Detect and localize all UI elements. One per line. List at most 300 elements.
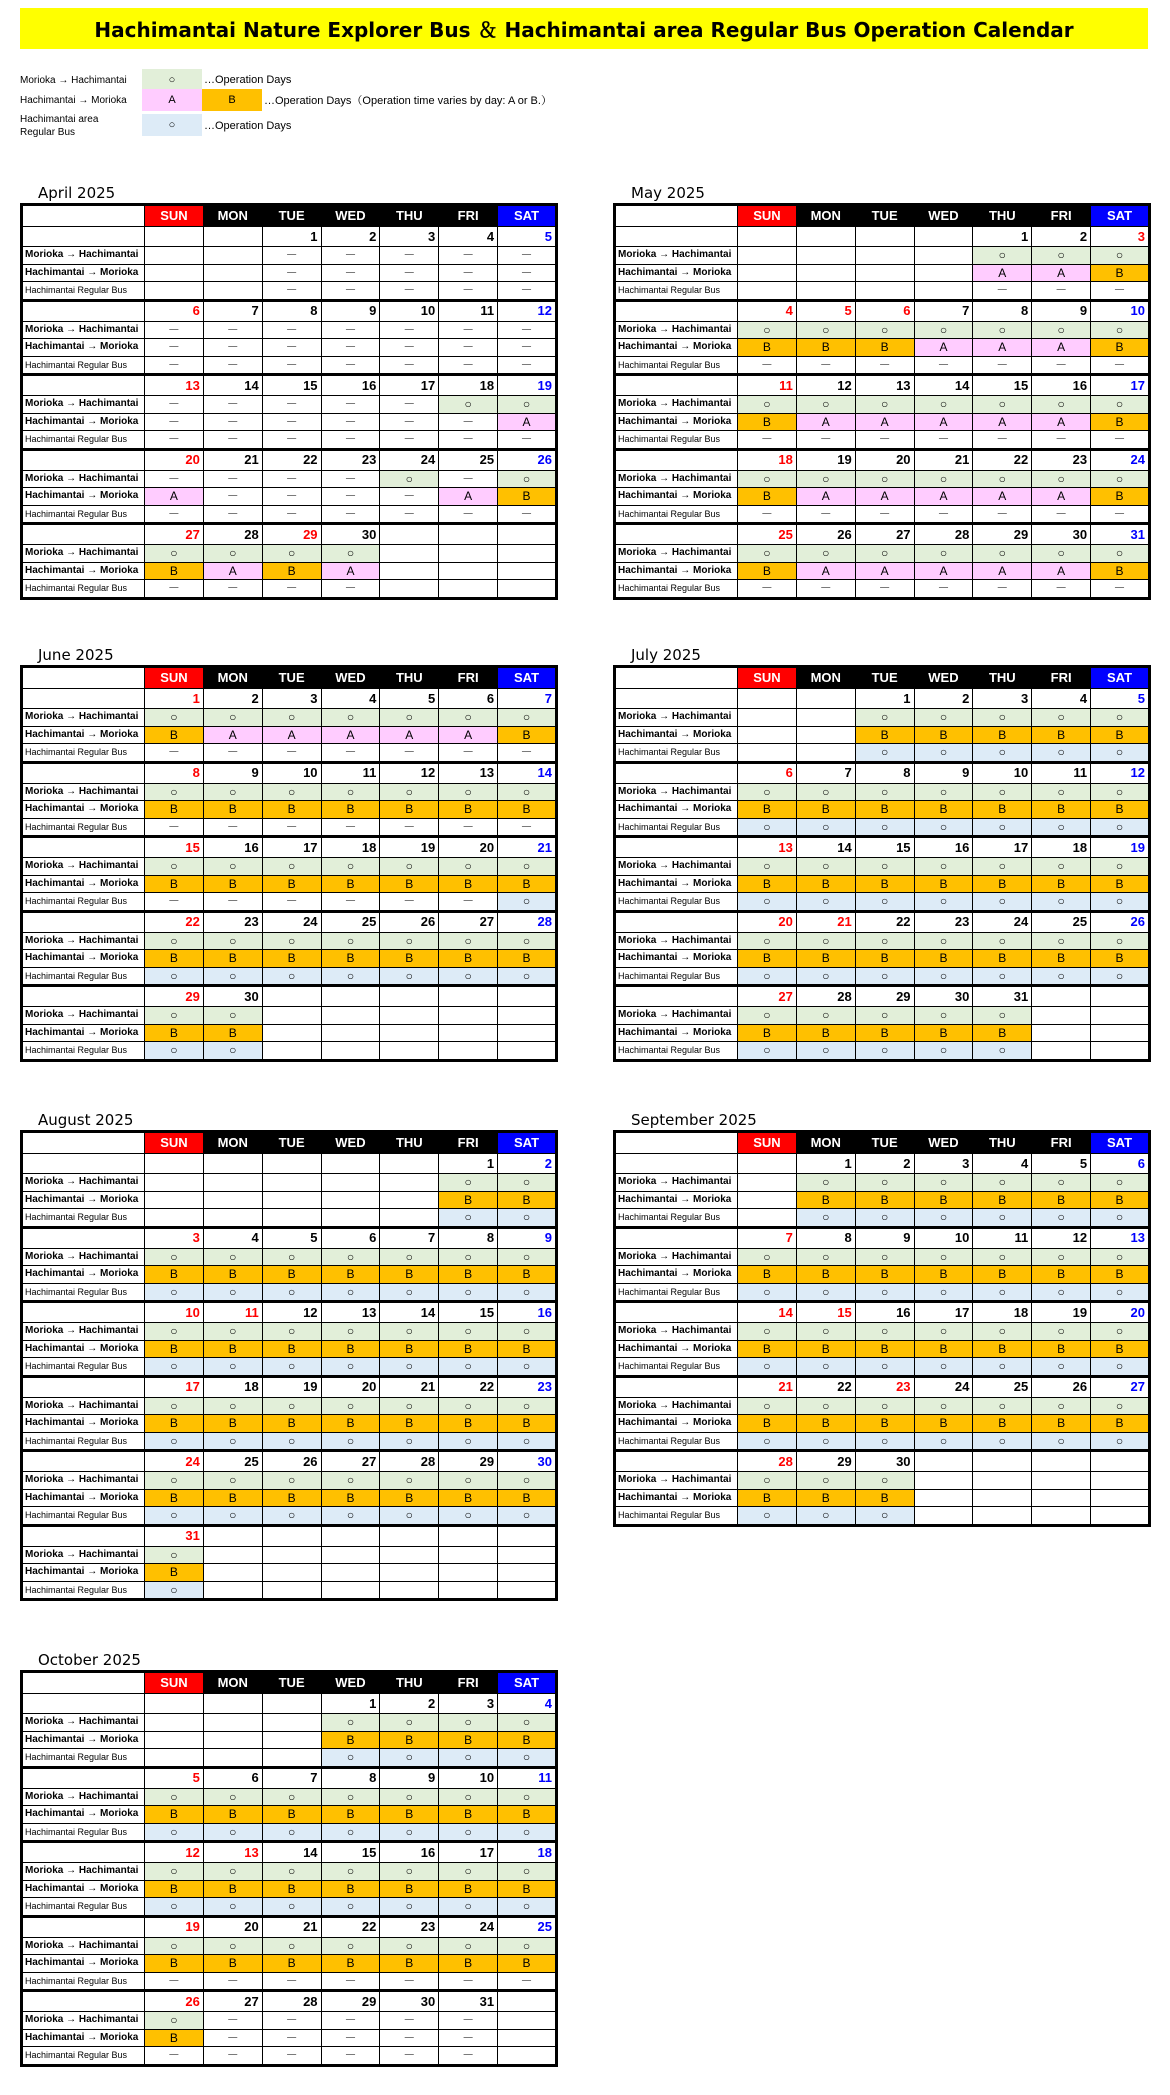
service-cell: [796, 264, 855, 282]
route-label: Morioka → Hachimantai: [22, 1323, 145, 1341]
service-cell: B: [262, 1955, 321, 1973]
date-cell: [1032, 986, 1091, 1007]
month-calendar: [20, 1651, 558, 2095]
service-cell: －: [262, 282, 321, 301]
date-cell: 2: [321, 227, 380, 247]
date-cell: 25: [973, 1376, 1032, 1397]
route-label: Hachimantai → Morioka: [615, 1340, 738, 1358]
service-cell: B: [855, 1340, 914, 1358]
service-cell: ○: [1032, 1397, 1091, 1415]
service-cell: ○: [973, 893, 1032, 912]
service-cell: ○: [262, 932, 321, 950]
service-cell: ○: [498, 470, 557, 488]
month-calendar: [613, 646, 1151, 1090]
service-cell: [738, 726, 797, 744]
service-cell: [498, 1007, 557, 1025]
service-cell: [203, 1191, 262, 1209]
date-cell: 5: [1091, 689, 1150, 709]
service-cell: ○: [796, 967, 855, 986]
route-label: Morioka → Hachimantai: [615, 1007, 738, 1025]
service-cell: ○: [914, 396, 973, 414]
route-label: Morioka → Hachimantai: [615, 932, 738, 950]
service-cell: ○: [262, 1507, 321, 1526]
date-cell: 5: [1032, 1154, 1091, 1174]
service-cell: B: [498, 1731, 557, 1749]
date-row-label: [22, 449, 145, 470]
service-cell: －: [498, 744, 557, 763]
route-label: Hachimantai → Morioka: [22, 726, 145, 744]
service-cell: [738, 709, 797, 727]
service-cell: A: [1032, 562, 1091, 580]
service-cell: ○: [1032, 1283, 1091, 1302]
service-cell: ○: [855, 858, 914, 876]
service-cell: A: [1032, 339, 1091, 357]
service-cell: ○: [203, 1042, 262, 1061]
service-cell: ○: [796, 783, 855, 801]
service-cell: B: [738, 1024, 797, 1042]
service-cell: ○: [738, 967, 797, 986]
service-cell: ○: [203, 545, 262, 563]
service-cell: ○: [855, 1323, 914, 1341]
route-label: Hachimantai → Morioka: [22, 1880, 145, 1898]
date-cell: 16: [203, 837, 262, 858]
weekday-header: TUE: [262, 1132, 321, 1154]
service-cell: ○: [380, 1714, 439, 1732]
service-cell: B: [262, 1266, 321, 1284]
service-cell: A: [145, 488, 204, 506]
route-label: Hachimantai → Morioka: [615, 1024, 738, 1042]
header-blank: [22, 1672, 145, 1694]
service-cell: [145, 264, 204, 282]
date-cell: 20: [738, 911, 797, 932]
service-cell: B: [855, 1191, 914, 1209]
weekday-header: SUN: [738, 667, 797, 689]
service-cell: ○: [380, 1472, 439, 1490]
service-cell: ○: [1032, 893, 1091, 912]
service-cell: －: [498, 282, 557, 301]
date-cell: 19: [796, 449, 855, 470]
service-cell: －: [439, 431, 498, 450]
service-cell: ○: [145, 1507, 204, 1526]
date-cell: 22: [145, 911, 204, 932]
route-label: Hachimantai → Morioka: [22, 562, 145, 580]
service-cell: B: [973, 1266, 1032, 1284]
date-cell: 3: [914, 1154, 973, 1174]
service-cell: B: [380, 950, 439, 968]
service-cell: ○: [855, 709, 914, 727]
service-cell: －: [321, 264, 380, 282]
service-cell: ○: [914, 893, 973, 912]
service-cell: ○: [855, 545, 914, 563]
service-cell: [439, 1546, 498, 1564]
date-row-label: [22, 375, 145, 396]
date-cell: 7: [738, 1227, 797, 1248]
service-cell: ○: [1091, 818, 1150, 837]
date-row-label: [22, 1302, 145, 1323]
date-cell: 13: [203, 1842, 262, 1863]
service-cell: B: [855, 726, 914, 744]
service-cell: ○: [738, 321, 797, 339]
date-cell: 23: [498, 1376, 557, 1397]
service-cell: ○: [321, 783, 380, 801]
service-cell: ○: [738, 1432, 797, 1451]
service-cell: －: [1091, 580, 1150, 599]
service-cell: ○: [738, 1507, 797, 1526]
weekday-header: SUN: [145, 205, 204, 227]
service-cell: [380, 1564, 439, 1582]
service-cell: ○: [855, 1507, 914, 1526]
date-cell: 1: [145, 689, 204, 709]
date-cell: 18: [203, 1376, 262, 1397]
service-cell: A: [1032, 488, 1091, 506]
service-cell: －: [973, 282, 1032, 301]
route-label: Hachimantai Regular Bus: [22, 818, 145, 837]
route-label: Hachimantai → Morioka: [22, 875, 145, 893]
service-cell: －: [145, 470, 204, 488]
date-cell: [145, 227, 204, 247]
route-label: Morioka → Hachimantai: [615, 858, 738, 876]
legend-text: …Operation Days: [204, 74, 292, 86]
date-cell: 10: [380, 300, 439, 321]
service-cell: ○: [914, 1432, 973, 1451]
route-label: Hachimantai Regular Bus: [22, 1209, 145, 1228]
date-cell: 22: [262, 449, 321, 470]
date-cell: 5: [796, 300, 855, 321]
weekday-header: SAT: [498, 205, 557, 227]
service-cell: ○: [262, 1397, 321, 1415]
service-cell: ○: [262, 545, 321, 563]
date-cell: 15: [855, 837, 914, 858]
date-cell: 11: [738, 375, 797, 396]
service-cell: －: [145, 396, 204, 414]
service-cell: [203, 264, 262, 282]
service-cell: B: [145, 1415, 204, 1433]
date-cell: 12: [1032, 1227, 1091, 1248]
date-cell: [203, 1694, 262, 1714]
date-cell: 4: [738, 300, 797, 321]
service-cell: [321, 1581, 380, 1600]
service-cell: ○: [498, 709, 557, 727]
date-cell: 31: [973, 986, 1032, 1007]
service-cell: ○: [498, 858, 557, 876]
service-cell: ○: [1032, 1323, 1091, 1341]
date-cell: 18: [1032, 837, 1091, 858]
date-cell: 27: [855, 524, 914, 545]
date-cell: 8: [262, 300, 321, 321]
service-cell: B: [262, 1806, 321, 1824]
service-cell: ○: [738, 1397, 797, 1415]
date-row-label: [615, 375, 738, 396]
service-cell: －: [321, 2047, 380, 2066]
weekday-header: WED: [914, 1132, 973, 1154]
service-cell: B: [498, 1191, 557, 1209]
route-label: Morioka → Hachimantai: [22, 932, 145, 950]
date-cell: 3: [973, 689, 1032, 709]
service-cell: ○: [914, 932, 973, 950]
date-cell: 19: [380, 837, 439, 858]
route-label: Morioka → Hachimantai: [615, 396, 738, 414]
date-cell: 14: [380, 1302, 439, 1323]
date-row-label: [22, 837, 145, 858]
service-cell: －: [1091, 505, 1150, 524]
date-cell: 21: [914, 449, 973, 470]
date-cell: 27: [439, 911, 498, 932]
date-cell: [380, 986, 439, 1007]
route-label: Hachimantai Regular Bus: [22, 1507, 145, 1526]
service-cell: ○: [262, 709, 321, 727]
service-cell: B: [855, 875, 914, 893]
date-cell: 8: [321, 1767, 380, 1788]
service-cell: ○: [914, 470, 973, 488]
service-cell: ○: [796, 1248, 855, 1266]
service-cell: A: [796, 562, 855, 580]
service-cell: [380, 562, 439, 580]
date-cell: 15: [439, 1302, 498, 1323]
service-cell: B: [203, 1489, 262, 1507]
service-cell: [796, 247, 855, 265]
service-cell: ○: [796, 1209, 855, 1228]
weekday-header: SAT: [498, 1132, 557, 1154]
service-cell: [796, 726, 855, 744]
service-cell: [145, 1749, 204, 1768]
service-cell: [1032, 1507, 1091, 1526]
route-label: Hachimantai → Morioka: [22, 950, 145, 968]
service-cell: A: [914, 488, 973, 506]
date-cell: [380, 1154, 439, 1174]
service-cell: ○: [855, 1472, 914, 1490]
service-cell: ○: [262, 1432, 321, 1451]
service-cell: ○: [796, 470, 855, 488]
service-cell: ○: [1032, 1358, 1091, 1377]
date-cell: 22: [855, 911, 914, 932]
month-table: [20, 203, 558, 600]
weekday-header: THU: [973, 667, 1032, 689]
service-cell: －: [439, 1972, 498, 1991]
service-cell: B: [914, 1191, 973, 1209]
service-cell: B: [439, 1340, 498, 1358]
service-cell: ○: [738, 1323, 797, 1341]
service-cell: [498, 580, 557, 599]
month-title: September 2025: [631, 1111, 757, 1129]
service-cell: ○: [439, 783, 498, 801]
service-cell: －: [973, 505, 1032, 524]
service-cell: B: [203, 950, 262, 968]
service-cell: －: [262, 744, 321, 763]
date-cell: 22: [973, 449, 1032, 470]
service-cell: [262, 1564, 321, 1582]
service-cell: ○: [1091, 1248, 1150, 1266]
service-cell: ○: [498, 1248, 557, 1266]
service-cell: ○: [145, 1788, 204, 1806]
service-cell: ○: [145, 1248, 204, 1266]
date-cell: 13: [321, 1302, 380, 1323]
date-cell: 4: [973, 1154, 1032, 1174]
service-cell: B: [973, 801, 1032, 819]
service-cell: －: [439, 247, 498, 265]
service-cell: [321, 1174, 380, 1192]
service-cell: ○: [1091, 967, 1150, 986]
service-cell: B: [203, 875, 262, 893]
service-cell: [1032, 1024, 1091, 1042]
service-cell: －: [262, 488, 321, 506]
weekday-header: FRI: [1032, 667, 1091, 689]
route-label: Hachimantai → Morioka: [615, 1266, 738, 1284]
service-cell: ○: [738, 932, 797, 950]
date-cell: 9: [914, 762, 973, 783]
service-cell: －: [145, 893, 204, 912]
service-cell: ○: [973, 1007, 1032, 1025]
date-row-label: [22, 1376, 145, 1397]
service-cell: A: [973, 562, 1032, 580]
weekday-header: WED: [914, 205, 973, 227]
service-cell: ○: [855, 818, 914, 837]
weekday-header: TUE: [855, 667, 914, 689]
date-cell: 22: [439, 1376, 498, 1397]
service-cell: [1032, 1472, 1091, 1490]
header-blank: [615, 667, 738, 689]
service-cell: －: [203, 1972, 262, 1991]
service-cell: －: [498, 1972, 557, 1991]
service-cell: A: [1032, 264, 1091, 282]
date-cell: 26: [796, 524, 855, 545]
service-cell: [1032, 1007, 1091, 1025]
route-label: Hachimantai → Morioka: [615, 1489, 738, 1507]
service-cell: －: [262, 580, 321, 599]
route-label: Hachimantai → Morioka: [22, 1024, 145, 1042]
service-cell: ○: [1032, 744, 1091, 763]
page-title: Hachimantai Nature Explorer Bus ＆ Hachimantai area Regular Bus Operation Calendar: [20, 8, 1148, 49]
service-cell: －: [914, 505, 973, 524]
date-cell: 10: [1091, 300, 1150, 321]
service-cell: [498, 2047, 557, 2066]
date-cell: 28: [738, 1451, 797, 1472]
legend-swatch-green: ○: [142, 69, 202, 91]
date-row-label: [22, 1916, 145, 1937]
service-cell: －: [380, 505, 439, 524]
service-cell: [439, 580, 498, 599]
date-cell: 27: [203, 1991, 262, 2012]
date-cell: 28: [796, 986, 855, 1007]
date-cell: 26: [1091, 911, 1150, 932]
service-cell: ○: [855, 396, 914, 414]
route-label: Morioka → Hachimantai: [22, 858, 145, 876]
service-cell: ○: [796, 1007, 855, 1025]
date-cell: 4: [203, 1227, 262, 1248]
service-cell: －: [203, 356, 262, 375]
route-label: Morioka → Hachimantai: [615, 1472, 738, 1490]
date-cell: 11: [973, 1227, 1032, 1248]
service-cell: ○: [914, 967, 973, 986]
service-cell: B: [380, 1489, 439, 1507]
service-cell: [203, 1714, 262, 1732]
service-cell: ○: [145, 1358, 204, 1377]
route-label: Morioka → Hachimantai: [22, 247, 145, 265]
date-cell: 29: [973, 524, 1032, 545]
date-row-label: [22, 689, 145, 709]
date-cell: 7: [914, 300, 973, 321]
service-cell: [1091, 1507, 1150, 1526]
service-cell: B: [321, 950, 380, 968]
date-cell: 7: [262, 1767, 321, 1788]
date-cell: 8: [973, 300, 1032, 321]
service-cell: ○: [380, 1507, 439, 1526]
service-cell: ○: [914, 858, 973, 876]
date-cell: 7: [796, 762, 855, 783]
header-blank: [22, 1132, 145, 1154]
service-cell: －: [203, 2029, 262, 2047]
service-cell: B: [321, 1880, 380, 1898]
service-cell: B: [380, 1340, 439, 1358]
date-cell: 24: [439, 1916, 498, 1937]
route-label: Morioka → Hachimantai: [22, 1472, 145, 1490]
route-label: Hachimantai Regular Bus: [615, 1042, 738, 1061]
route-label: Hachimantai Regular Bus: [22, 1898, 145, 1917]
service-cell: ○: [973, 783, 1032, 801]
date-cell: 24: [380, 449, 439, 470]
weekday-header: WED: [321, 1132, 380, 1154]
route-label: Hachimantai Regular Bus: [22, 1432, 145, 1451]
date-cell: 17: [973, 837, 1032, 858]
service-cell: [380, 1581, 439, 1600]
route-label: Hachimantai Regular Bus: [22, 1042, 145, 1061]
service-cell: B: [738, 562, 797, 580]
service-cell: －: [1091, 431, 1150, 450]
service-cell: －: [1032, 431, 1091, 450]
date-cell: 11: [1032, 762, 1091, 783]
service-cell: －: [145, 356, 204, 375]
service-cell: [439, 562, 498, 580]
service-cell: B: [1032, 1191, 1091, 1209]
service-cell: B: [738, 801, 797, 819]
service-cell: B: [380, 875, 439, 893]
date-row-label: [22, 1525, 145, 1546]
date-cell: [738, 1154, 797, 1174]
service-cell: B: [1091, 488, 1150, 506]
date-cell: 23: [380, 1916, 439, 1937]
service-cell: ○: [498, 1432, 557, 1451]
month-calendar: [613, 1111, 1151, 1555]
service-cell: [380, 1042, 439, 1061]
date-cell: 2: [380, 1694, 439, 1714]
service-cell: [1091, 1007, 1150, 1025]
service-cell: B: [1091, 1266, 1150, 1284]
weekday-header: WED: [321, 205, 380, 227]
service-cell: －: [439, 470, 498, 488]
service-cell: B: [738, 339, 797, 357]
route-label: Hachimantai → Morioka: [615, 413, 738, 431]
service-cell: ○: [321, 932, 380, 950]
service-cell: [203, 282, 262, 301]
date-cell: 30: [914, 986, 973, 1007]
service-cell: －: [439, 505, 498, 524]
service-cell: －: [145, 431, 204, 450]
date-cell: 2: [914, 689, 973, 709]
service-cell: B: [973, 1024, 1032, 1042]
service-cell: ○: [973, 1358, 1032, 1377]
service-cell: ○: [738, 818, 797, 837]
service-cell: B: [145, 1024, 204, 1042]
date-cell: 10: [262, 762, 321, 783]
service-cell: B: [1091, 339, 1150, 357]
service-cell: B: [914, 875, 973, 893]
date-row-label: [22, 524, 145, 545]
date-cell: 1: [855, 689, 914, 709]
service-cell: ○: [439, 1397, 498, 1415]
service-cell: [738, 1209, 797, 1228]
date-cell: [262, 1154, 321, 1174]
service-cell: B: [796, 801, 855, 819]
date-cell: 21: [796, 911, 855, 932]
